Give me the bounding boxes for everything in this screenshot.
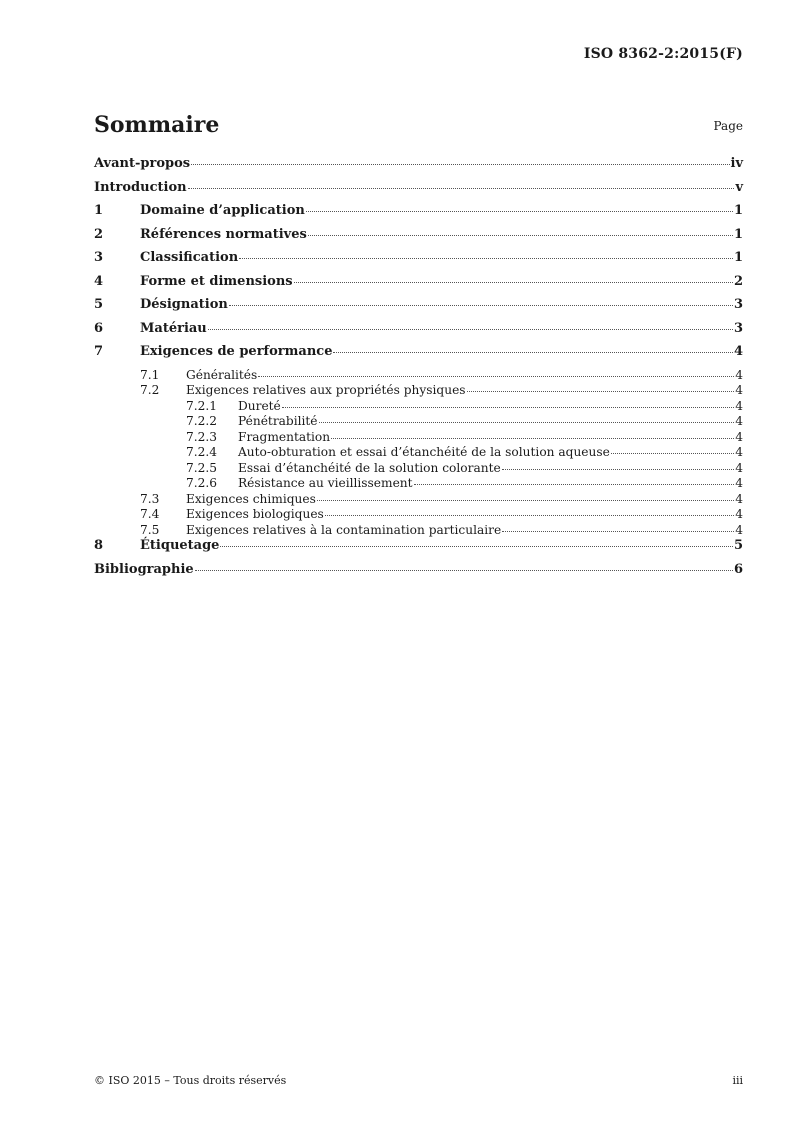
toc-entry[interactable] xyxy=(94,227,743,251)
toc-entry-page[interactable]: 4 xyxy=(735,507,743,521)
toc-entry-page[interactable]: 5 xyxy=(733,538,743,553)
toc-entry[interactable] xyxy=(94,180,743,204)
toc-entry-page[interactable]: 4 xyxy=(735,460,743,475)
toc-entry-number: 7.2 xyxy=(140,383,160,397)
toc-entry[interactable] xyxy=(94,492,743,508)
toc-dot-leader xyxy=(191,164,729,165)
toc-dot-leader xyxy=(333,352,732,353)
toc-entry[interactable] xyxy=(94,538,743,562)
toc-entry-number: 7.3 xyxy=(140,491,160,506)
toc-entry-page[interactable]: 4 xyxy=(735,491,743,506)
toc-entry-page[interactable]: 4 xyxy=(735,414,743,428)
toc-entry-page[interactable]: iv xyxy=(730,156,743,171)
toc-dot-leader xyxy=(325,515,734,516)
toc-entry[interactable] xyxy=(94,383,743,399)
toc-entry-number: 7 xyxy=(94,344,104,359)
footer-copyright: © ISO 2015 – Tous droits réservés xyxy=(94,1074,287,1087)
page-column-label: Page xyxy=(713,119,743,133)
toc-entry-number: 2 xyxy=(94,226,104,242)
toc-entry-number: 7.2.3 xyxy=(186,429,218,444)
toc-entry-page[interactable]: 4 xyxy=(735,445,743,459)
toc-entry-label[interactable]: Essai d’étanchéité de la solution colorante xyxy=(238,460,501,475)
toc-dot-leader xyxy=(317,500,734,501)
toc-entry-label[interactable]: Exigences biologiques xyxy=(186,507,324,521)
toc-dot-leader xyxy=(319,422,735,423)
toc-entry-page[interactable]: 4 xyxy=(735,522,743,537)
toc-entry[interactable] xyxy=(94,445,743,461)
toc-entry-label[interactable]: Matériau xyxy=(140,320,207,336)
toc-dot-leader xyxy=(229,305,733,306)
toc-entry[interactable] xyxy=(94,156,743,180)
toc-entry[interactable] xyxy=(94,399,743,415)
toc-entry-label[interactable]: Pénétrabilité xyxy=(238,414,318,428)
toc-entry-number: 7.2.5 xyxy=(186,460,218,475)
toc-entry-page[interactable]: v xyxy=(735,179,743,195)
toc-dot-leader xyxy=(188,188,735,189)
toc-entry-page[interactable]: 4 xyxy=(735,383,743,397)
toc-entry-number: 1 xyxy=(94,203,104,218)
toc-entry-number: 7.1 xyxy=(140,367,160,382)
toc-entry[interactable] xyxy=(94,414,743,430)
toc-dot-leader xyxy=(306,211,733,212)
footer-page-number: iii xyxy=(732,1074,743,1087)
toc-entry-label[interactable]: Références normatives xyxy=(140,226,307,242)
toc-entry-label[interactable]: Étiquetage xyxy=(140,538,220,553)
toc-entry-number: 7.2.4 xyxy=(186,445,218,459)
toc-entry[interactable] xyxy=(94,476,743,492)
toc-entry-number: 8 xyxy=(94,538,104,553)
toc-entry[interactable] xyxy=(94,507,743,523)
toc-entry[interactable] xyxy=(94,562,743,586)
toc-entry-label[interactable]: Bibliographie xyxy=(94,561,194,577)
toc-dot-leader xyxy=(294,282,733,283)
toc-entry-number: 3 xyxy=(94,250,104,265)
toc-entry[interactable] xyxy=(94,321,743,345)
toc-entry-page[interactable]: 4 xyxy=(735,398,743,413)
toc-dot-leader xyxy=(239,258,733,259)
toc-entry-label[interactable]: Domaine d’application xyxy=(140,203,305,218)
toc-entry[interactable] xyxy=(94,297,743,321)
toc-dot-leader xyxy=(220,546,732,547)
toc-dot-leader xyxy=(208,329,733,330)
toc-entry-page[interactable]: 4 xyxy=(733,344,743,359)
toc-dot-leader xyxy=(502,469,735,470)
toc-entry-number: 7.2.1 xyxy=(186,398,218,413)
toc-entry[interactable] xyxy=(94,250,743,274)
toc-entry-number: 4 xyxy=(94,273,104,289)
toc-entry-label[interactable]: Avant-propos xyxy=(94,156,191,171)
toc-entry-number: 7.5 xyxy=(140,522,160,537)
toc-dot-leader xyxy=(502,531,734,532)
toc-dot-leader xyxy=(308,235,733,236)
toc-entry[interactable] xyxy=(94,461,743,477)
toc-dot-leader xyxy=(467,391,735,392)
toc-entry-page[interactable]: 1 xyxy=(733,250,743,265)
toc-entry-page[interactable]: 1 xyxy=(733,226,743,242)
toc-entry-page[interactable]: 4 xyxy=(735,367,743,382)
toc-entry-label[interactable]: Exigences de performance xyxy=(140,344,333,359)
toc-dot-leader xyxy=(195,570,733,571)
toc-entry[interactable] xyxy=(94,523,743,539)
toc-entry-label[interactable]: Dureté xyxy=(238,398,281,413)
toc-entry-page[interactable]: 3 xyxy=(733,320,743,336)
toc-dot-leader xyxy=(331,438,734,439)
toc-entry[interactable] xyxy=(94,430,743,446)
toc-entry[interactable] xyxy=(94,203,743,227)
page-title: Sommaire xyxy=(94,112,220,138)
toc-entry-number: 7.4 xyxy=(140,507,160,521)
toc-entry-number: 7.2.6 xyxy=(186,476,218,490)
toc-entry-number: 7.2.2 xyxy=(186,414,218,428)
toc-entry-page[interactable]: 3 xyxy=(733,297,743,312)
toc-dot-leader xyxy=(282,407,734,408)
toc-entry[interactable] xyxy=(94,368,743,384)
document-reference: ISO 8362-2:2015(F) xyxy=(583,46,743,62)
toc-entry-label[interactable]: Forme et dimensions xyxy=(140,273,293,289)
toc-entry-page[interactable]: 4 xyxy=(735,429,743,444)
toc-entry-label[interactable]: Fragmentation xyxy=(238,429,331,444)
toc-entry-label[interactable]: Généralités xyxy=(186,367,258,382)
toc-dot-leader xyxy=(258,376,734,377)
toc-dot-leader xyxy=(611,453,734,454)
toc-entry-label[interactable]: Classification xyxy=(140,250,239,265)
toc-entry-number: 6 xyxy=(94,320,104,336)
toc-dot-leader xyxy=(414,484,735,485)
table-of-contents xyxy=(94,156,743,585)
toc-entry-page[interactable]: 1 xyxy=(733,203,743,218)
toc-entry-label[interactable]: Désignation xyxy=(140,297,228,312)
toc-entry-page[interactable]: 4 xyxy=(735,476,743,490)
toc-entry-page[interactable]: 2 xyxy=(733,273,743,289)
toc-entry-page[interactable]: 6 xyxy=(733,561,743,577)
toc-entry[interactable] xyxy=(94,344,743,368)
toc-entry-label[interactable]: Exigences chimiques xyxy=(186,491,316,506)
toc-entry-label[interactable]: Auto-obturation et essai d’étanchéité de la solution aqueuse xyxy=(238,445,610,459)
toc-entry-number: 5 xyxy=(94,297,104,312)
toc-entry-label[interactable]: Exigences relatives aux propriétés physiques xyxy=(186,383,466,397)
toc-entry[interactable] xyxy=(94,274,743,298)
toc-entry-label[interactable]: Introduction xyxy=(94,179,187,195)
toc-entry-label[interactable]: Résistance au vieillissement xyxy=(238,476,413,490)
toc-entry-label[interactable]: Exigences relatives à la contamination particulaire xyxy=(186,522,502,537)
